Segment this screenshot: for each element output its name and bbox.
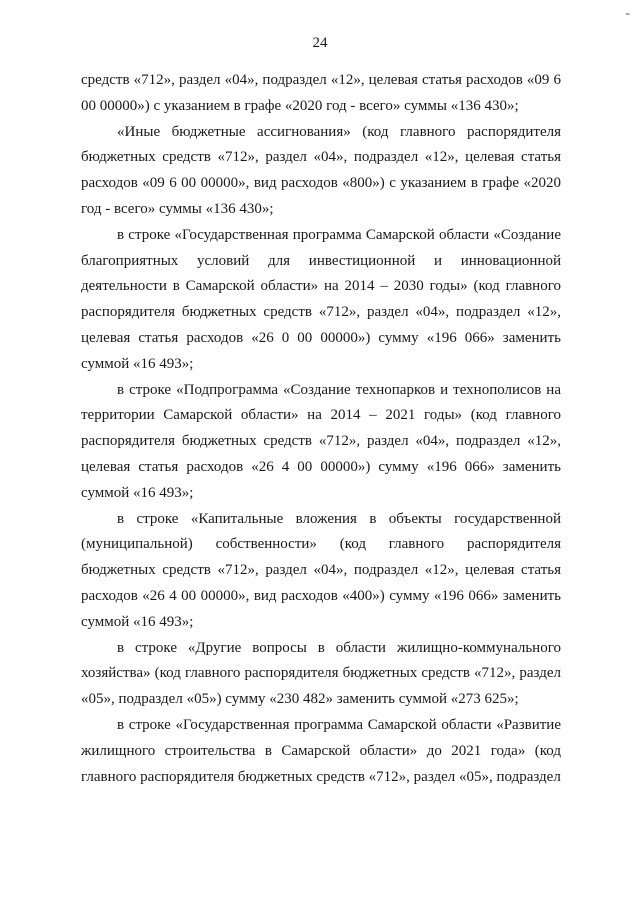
paragraph-continuation: средств «712», раздел «04», подраздел «12», целевая статья расходов «09 6 00 00000») с указанием в графе «2020 год - всего» суммы «136 430»; xyxy=(81,72,561,114)
paragraph-other-budget-allocations: «Иные бюджетные ассигнования» (код главного распорядителя бюджетных средств «712», раздел «04», подраздел «12», целевая статья расходов «09 6 00 00000», вид расходов «800») с указанием в графе «2020 год - всего» суммы «136 430»; xyxy=(81,123,561,217)
paragraph-housing-utilities: в строке «Другие вопросы в области жилищно-коммунального хозяйства» (код главного распорядителя бюджетных средств «712», раздел «05», подраздел «05») сумму «230 482» заменить суммой «273 625»; xyxy=(81,639,561,708)
document-body xyxy=(81,68,561,790)
corner-mark: - xyxy=(625,6,630,21)
paragraph-capital-investments: в строке «Капитальные вложения в объекты государственной (муниципальной) собственности» (код главного распорядителя бюджетных средств «712», раздел «04», подраздел «12», целевая статья расходов «26 4 00 00000», вид расходов «400») сумму «196 066» заменить суммой «16 493»; xyxy=(81,510,561,630)
page-number: 24 xyxy=(312,35,328,51)
paragraph-state-program-investment: в строке «Государственная программа Самарской области «Создание благоприятных условий для инвестиционной и инновационной деятельности в Самарской области» на 2014 – 2030 годы» (код главного распорядителя бюджетных средств «712», раздел «04», подраздел «12», целевая статья расходов «26 0 00 00000») сумму «196 066» заменить суммой «16 493»; xyxy=(81,226,561,372)
paragraph-housing-construction-program: в строке «Государственная программа Самарской области «Развитие жилищного строительства в Самарской области» до 2021 года» (код главного распорядителя бюджетных средств «712», раздел «05», подраздел xyxy=(81,716,561,785)
paragraph-subprogram-technoparks: в строке «Подпрограмма «Создание технопарков и технополисов на территории Самарской области» на 2014 – 2021 годы» (код главного распорядителя бюджетных средств «712», раздел «04», подраздел «12», целевая статья расходов «26 4 00 00000») сумму «196 066» заменить суммой «16 493»; xyxy=(81,381,561,501)
